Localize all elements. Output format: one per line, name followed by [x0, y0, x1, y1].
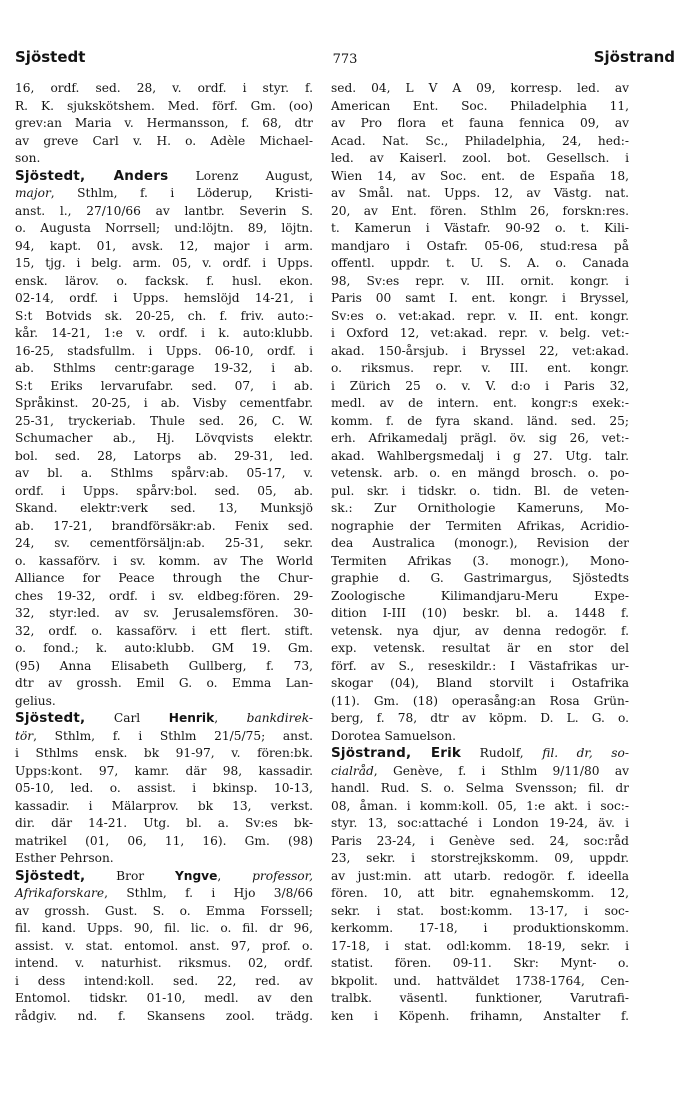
text-line	[15, 903, 313, 921]
text-run: (11). Gm. (18) operasång:an Rosa Grün-	[331, 693, 629, 708]
text-line	[15, 378, 313, 396]
entry-title-italic: tör	[15, 728, 34, 743]
text-line	[331, 553, 629, 571]
text-run: tralbk. väsentl. funktioner, Varutrafi-	[331, 991, 629, 1005]
text-run: vetensk. nya djur, av denna redogör. f.	[331, 623, 629, 638]
text-run: i Zürich 25 o. v. V. d:o i Paris 32,	[331, 378, 629, 393]
text-line	[15, 168, 313, 186]
text-line	[15, 728, 313, 746]
text-run: komm. f. de fyra skand. länd. sed. 25;	[331, 413, 629, 428]
text-line	[15, 833, 313, 851]
text-run: 32, styr:led. av sv. Jerusalemsfören. 30-	[15, 606, 313, 620]
text-line	[15, 745, 313, 763]
text-run: bkpolit. und. hattväldet 1738-1764, Cen-	[331, 973, 629, 988]
text-line	[331, 325, 629, 343]
text-run: akad. 150-årsjub. i Bryssel 22, vet:akad.	[331, 343, 629, 358]
text-run: R. K. sjukskötshem. Med. förf. Gm. (oo)	[15, 98, 313, 113]
text-line	[331, 343, 629, 361]
text-run: i dess intend:koll. sed. 22, red. av	[15, 973, 313, 988]
text-line	[331, 98, 629, 116]
text-run: gelius.	[15, 693, 56, 708]
text-line	[15, 150, 313, 168]
text-run: 08, åman. i komm:koll. 05, 1:e akt. i soc:-	[331, 798, 629, 813]
text-line	[15, 255, 313, 273]
text-line	[331, 640, 629, 658]
entry-title-italic: fil. dr, so-	[542, 746, 629, 760]
text-line	[15, 185, 313, 203]
text-run: , Genève, f. i Sthlm 9/11/80 av	[373, 763, 629, 778]
text-run: ab. 17-21, brandförsäkr:ab. Fenix sed.	[15, 518, 313, 533]
text-line	[331, 605, 629, 623]
text-run: ches 19-32, ordf. i sv. eldbeg:fören. 29-	[15, 588, 313, 603]
text-line	[15, 98, 313, 116]
text-run: Zoologische Kilimandjaru-Meru Expe-	[331, 588, 629, 603]
page-header	[15, 48, 675, 72]
text-run: (95) Anna Elisabeth Gullberg, f. 73,	[15, 658, 313, 673]
text-run: 20, av Ent. fören. Sthlm 26, forskn:res.	[331, 203, 629, 218]
text-line	[15, 273, 313, 291]
text-line	[15, 693, 313, 711]
text-run: , Sthlm, f. i Löderup, Kristi-	[50, 186, 313, 200]
text-run: matrikel (01, 06, 11, 16). Gm. (98)	[15, 833, 313, 848]
text-run: graphie d. G. Gastrimargus, Sjöstedts	[331, 571, 629, 585]
text-run: 32, ordf. o. kassaförv. i ett flert. stift.	[15, 623, 313, 638]
text-line	[331, 903, 629, 921]
text-run: S:t Eriks lervarufabr. sed. 07, i ab.	[15, 378, 313, 393]
text-line	[331, 658, 629, 676]
text-run: av just:min. att utarb. redogör. f. ideella	[331, 868, 629, 883]
text-line	[15, 413, 313, 431]
text-line	[331, 448, 629, 466]
text-run: kår. 14-21, 1:e v. ordf. i k. auto:klubb.	[15, 326, 313, 340]
text-line	[331, 378, 629, 396]
text-line	[15, 483, 313, 501]
text-run: Rudolf,	[461, 746, 543, 760]
text-line	[331, 273, 629, 291]
text-run: nographie der Termiten Afrikas, Acridio-	[331, 518, 629, 533]
left-column	[15, 80, 313, 1025]
text-run: S:t Botvids sk. 20-25, ch. f. friv. auto:-	[15, 308, 313, 323]
text-line	[15, 973, 313, 991]
text-run: Sv:es o. vet:akad. repr. v. II. ent. kongr.	[331, 308, 629, 323]
text-line	[331, 920, 629, 938]
text-line	[331, 308, 629, 326]
text-line	[15, 570, 313, 588]
text-line	[15, 920, 313, 938]
text-run: fören. 10, att bitr. egnahemskomm. 12,	[331, 886, 629, 900]
text-run: o. fond.; k. auto:klubb. GM 19. Gm.	[15, 641, 313, 655]
text-line	[331, 290, 629, 308]
text-line	[15, 885, 313, 903]
text-line	[331, 150, 629, 168]
text-run: 16-25, stadsfullm. i Upps. 06-10, ordf. i	[15, 343, 313, 358]
text-run: , Sthlm, f. i Hjo 3/8/66	[104, 886, 313, 900]
text-line	[331, 518, 629, 536]
text-run: 24, sv. cementförsäljn:ab. 25-31, sekr.	[15, 536, 313, 550]
text-run: förf. av S., reseskildr.: I Västafrikas ur-	[331, 658, 629, 673]
text-line	[331, 483, 629, 501]
text-line	[331, 1008, 629, 1026]
text-run: t. Kamerun i Västafr. 90-92 o. t. Kili-	[331, 221, 629, 235]
text-line	[15, 938, 313, 956]
text-line	[331, 693, 629, 711]
text-run: dir. där 14-21. Utg. bl. a. Sv:es bk-	[15, 816, 313, 830]
text-run: Bror	[85, 868, 175, 883]
text-line	[331, 465, 629, 483]
text-run: dition I-III (10) beskr. bl. a. 1448 f.	[331, 606, 629, 620]
text-run: akad. Wahlbergsmedalj i g 27. Utg. talr.	[331, 448, 629, 463]
text-line	[15, 763, 313, 781]
text-line	[331, 763, 629, 781]
text-run: anst. l., 27/10/66 av lantbr. Severin S.	[15, 203, 313, 218]
text-run: ab. Sthlms centr:garage 19-32, i ab.	[15, 361, 313, 375]
text-line	[15, 588, 313, 606]
text-run: Språkinst. 20-25, i ab. Visby cementfabr.	[15, 396, 313, 410]
text-run: dtr av grossh. Emil G. o. Emma Lan-	[15, 676, 313, 690]
text-line	[15, 80, 313, 98]
text-run: led. av Kaiserl. zool. bot. Gesellsch. i	[331, 151, 629, 165]
text-run: fil. kand. Upps. 90, fil. lic. o. fil. dr 96,	[15, 921, 313, 935]
text-line	[331, 115, 629, 133]
text-run: bol. sed. 28, Latorps ab. 29-31, led.	[15, 448, 313, 463]
text-line	[15, 955, 313, 973]
text-line	[15, 220, 313, 238]
text-run: 17-18, i stat. odl:komm. 18-19, sekr. i	[331, 938, 629, 953]
text-line	[15, 448, 313, 466]
text-line	[331, 588, 629, 606]
text-line	[15, 133, 313, 151]
text-line	[15, 1008, 313, 1026]
text-run: kassadir. i Mälarprov. bk 13, verkst.	[15, 798, 313, 813]
text-line	[15, 535, 313, 553]
text-line	[331, 395, 629, 413]
page-number: 773	[332, 52, 358, 67]
text-line	[331, 255, 629, 273]
text-run: Paris 23-24, i Genève sed. 24, soc:råd	[331, 833, 629, 848]
text-line	[15, 640, 313, 658]
text-run: 98, Sv:es repr. v. III. ornit. kongr. i	[331, 273, 629, 288]
text-run: son.	[15, 151, 41, 165]
text-line	[331, 850, 629, 868]
text-line	[15, 518, 313, 536]
text-run: Paris 00 samt I. ent. kongr. i Bryssel,	[331, 291, 629, 305]
text-run: ,	[217, 868, 253, 883]
text-run: sekr. i stat. bost:komm. 13-17, i soc-	[331, 903, 629, 918]
text-run: ensk. lärov. o. facksk. f. husl. ekon.	[15, 273, 313, 288]
text-run: o. riksmus. repr. v. III. ent. kongr.	[331, 361, 629, 375]
entry-headword: Sjöstrand, Erik	[331, 745, 462, 761]
running-head-left: Sjöstedt	[15, 48, 86, 66]
text-line	[15, 868, 313, 886]
text-run: mandjaro i Ostafr. 05-06, stud:resa på	[331, 238, 629, 253]
text-run: av bl. a. Sthlms spårv:ab. 05-17, v.	[15, 466, 313, 480]
text-run: 25-31, tryckeriab. Thule sed. 26, C. W.	[15, 413, 313, 428]
text-run: 02-14, ordf. i Upps. hemslöjd 14-21, i	[15, 291, 313, 305]
text-run: , Sthlm, f. i Sthlm 21/5/75; anst.	[33, 728, 313, 743]
text-run: exp. vetensk. resultat är en stor del	[331, 641, 629, 655]
running-head-right: Sjöstrand	[593, 48, 675, 66]
text-run: Schumacher ab., Hj. Lövqvists elektr.	[15, 431, 313, 445]
text-line	[15, 343, 313, 361]
text-run: Esther Pehrson.	[15, 851, 114, 865]
text-line	[331, 798, 629, 816]
text-line	[15, 308, 313, 326]
text-run: i Sthlms ensk. bk 91-97, v. fören:bk.	[15, 746, 313, 760]
text-line	[15, 815, 313, 833]
text-line	[15, 850, 313, 868]
text-line	[15, 430, 313, 448]
text-line	[15, 500, 313, 518]
text-line	[15, 675, 313, 693]
text-run: skogar (04), Bland storvilt i Ostafrika	[331, 676, 629, 690]
text-run: Carl	[85, 711, 169, 725]
text-line	[331, 955, 629, 973]
text-line	[15, 395, 313, 413]
text-run: offentl. uppdr. t. U. S. A. o. Canada	[331, 256, 629, 270]
text-run: rådgiv. nd. f. Skansens zool. trädg.	[15, 1008, 313, 1023]
text-line	[331, 815, 629, 833]
text-run: handl. Rud. S. o. Selma Svensson; fil. dr	[331, 781, 629, 795]
text-run: Termiten Afrikas (3. monogr.), Mono-	[331, 553, 629, 568]
text-line	[15, 360, 313, 378]
text-line	[331, 745, 629, 763]
text-line	[15, 623, 313, 641]
text-run: grev:an Maria v. Hermansson, f. 68, dtr	[15, 116, 313, 130]
text-run: o. Augusta Norrsell; und:löjtn. 89, löjtn.	[15, 221, 313, 235]
text-line	[15, 798, 313, 816]
text-line	[331, 868, 629, 886]
text-line	[15, 553, 313, 571]
text-line	[15, 238, 313, 256]
text-run: o. kassaförv. i sv. komm. av The World	[15, 553, 313, 568]
entry-title-italic: major	[15, 186, 51, 200]
text-run: kerkomm. 17-18, i produktionskomm.	[331, 921, 629, 935]
right-column	[331, 80, 629, 1025]
entry-title-italic: Afrikaforskare	[15, 886, 105, 900]
text-run: av grossh. Gust. S. o. Emma Forssell;	[15, 903, 313, 918]
text-run: styr. 13, soc:attaché i London 19-24, äv. i	[331, 816, 629, 830]
text-line	[15, 325, 313, 343]
text-run: ordf. i Upps. spårv:bol. sed. 05, ab.	[15, 483, 313, 498]
text-line	[331, 238, 629, 256]
text-run: assist. v. stat. entomol. anst. 97, prof. o.	[15, 938, 313, 953]
text-line	[331, 990, 629, 1008]
text-line	[331, 80, 629, 98]
text-run: ken i Köpenh. frihamn, Anstalter f.	[331, 1008, 629, 1023]
text-line	[331, 728, 629, 746]
text-line	[331, 535, 629, 553]
text-run: berg, f. 78, dtr av köpm. D. L. G. o.	[331, 711, 629, 725]
text-line	[15, 780, 313, 798]
text-line	[15, 710, 313, 728]
text-line	[331, 220, 629, 238]
text-line	[331, 168, 629, 186]
text-run: Upps:kont. 97, kamr. där 98, kassadir.	[15, 763, 313, 778]
text-line	[331, 203, 629, 221]
text-line	[15, 658, 313, 676]
text-line	[15, 605, 313, 623]
text-line	[15, 290, 313, 308]
text-run: Dorotea Samuelson.	[331, 728, 456, 743]
text-line	[331, 938, 629, 956]
text-run: pul. skr. i tidskr. o. tidn. Bl. de veten-	[331, 483, 629, 498]
text-run: 23, sekr. i storstrejkskomm. 09, uppdr.	[331, 851, 629, 865]
entry-given-name: Henrik	[168, 711, 215, 725]
text-run: 05-10, led. o. assist. i bkinsp. 10-13,	[15, 781, 313, 795]
text-line	[15, 115, 313, 133]
text-run: vetensk. arb. o. en mängd brosch. o. po-	[331, 466, 629, 480]
text-line	[331, 570, 629, 588]
text-run: Alliance for Peace through the Chur-	[15, 571, 313, 585]
entry-title-italic: professor,	[252, 868, 314, 883]
text-run: erh. Afrikamedalj prägl. öv. sig 26, vet:-	[331, 431, 629, 445]
text-run: American Ent. Soc. Philadelphia 11,	[331, 98, 629, 113]
text-run: Wien 14, av Soc. ent. de España 18,	[331, 168, 629, 183]
text-line	[15, 465, 313, 483]
text-line	[331, 780, 629, 798]
text-run: sed. 04, L V A 09, korresp. led. av	[331, 81, 629, 95]
text-line	[331, 360, 629, 378]
text-run: Entomol. tidskr. 01-10, medl. av den	[15, 991, 313, 1005]
text-run: 15, tjg. i belg. arm. 05, v. ordf. i Upps.	[15, 256, 313, 270]
text-run: dea Australica (monogr.), Revision der	[331, 536, 629, 550]
text-run: av greve Carl v. H. o. Adèle Michael-	[15, 133, 313, 148]
text-line	[331, 413, 629, 431]
text-line	[331, 430, 629, 448]
text-line	[331, 185, 629, 203]
text-line	[331, 973, 629, 991]
entry-title-italic: cialråd	[331, 763, 374, 778]
text-line	[331, 623, 629, 641]
text-run: statist. fören. 09-11. Skr: Mynt- o.	[331, 956, 629, 970]
entry-title-italic: bankdirek-	[246, 711, 313, 725]
entry-headword: Sjöstedt,	[15, 867, 86, 884]
text-run: Lorenz August,	[168, 168, 313, 183]
text-run: medl. av de intern. ent. kongr:s exek:-	[331, 396, 629, 410]
text-line	[331, 833, 629, 851]
text-line	[15, 990, 313, 1008]
text-line	[331, 885, 629, 903]
text-line	[331, 675, 629, 693]
text-run: i Oxford 12, vet:akad. repr. v. belg. vet:-	[331, 326, 629, 340]
text-run: Skand. elektr:verk sed. 13, Munksjö	[15, 501, 313, 515]
entry-headword: Sjöstedt,	[15, 710, 86, 726]
text-line	[15, 203, 313, 221]
text-run: intend. v. naturhist. riksmus. 02, ordf.	[15, 956, 313, 970]
text-run: Acad. Nat. Sc., Philadelphia, 24, hed:-	[331, 133, 629, 148]
text-run: av Smål. nat. Upps. 12, av Västg. nat.	[331, 186, 629, 200]
text-run: 16, ordf. sed. 28, v. ordf. i styr. f.	[15, 81, 313, 95]
text-line	[331, 500, 629, 518]
text-run: sk.: Zur Ornithologie Kameruns, Mo-	[331, 501, 629, 515]
text-line	[331, 133, 629, 151]
text-run: av Pro flora et fauna fennica 09, av	[331, 116, 629, 130]
text-line	[331, 710, 629, 728]
text-run: ,	[214, 711, 247, 725]
entry-given-name: Yngve	[174, 868, 218, 883]
entry-headword: Sjöstedt, Anders	[15, 167, 169, 184]
text-run: 94, kapt. 01, avsk. 12, major i arm.	[15, 238, 313, 253]
